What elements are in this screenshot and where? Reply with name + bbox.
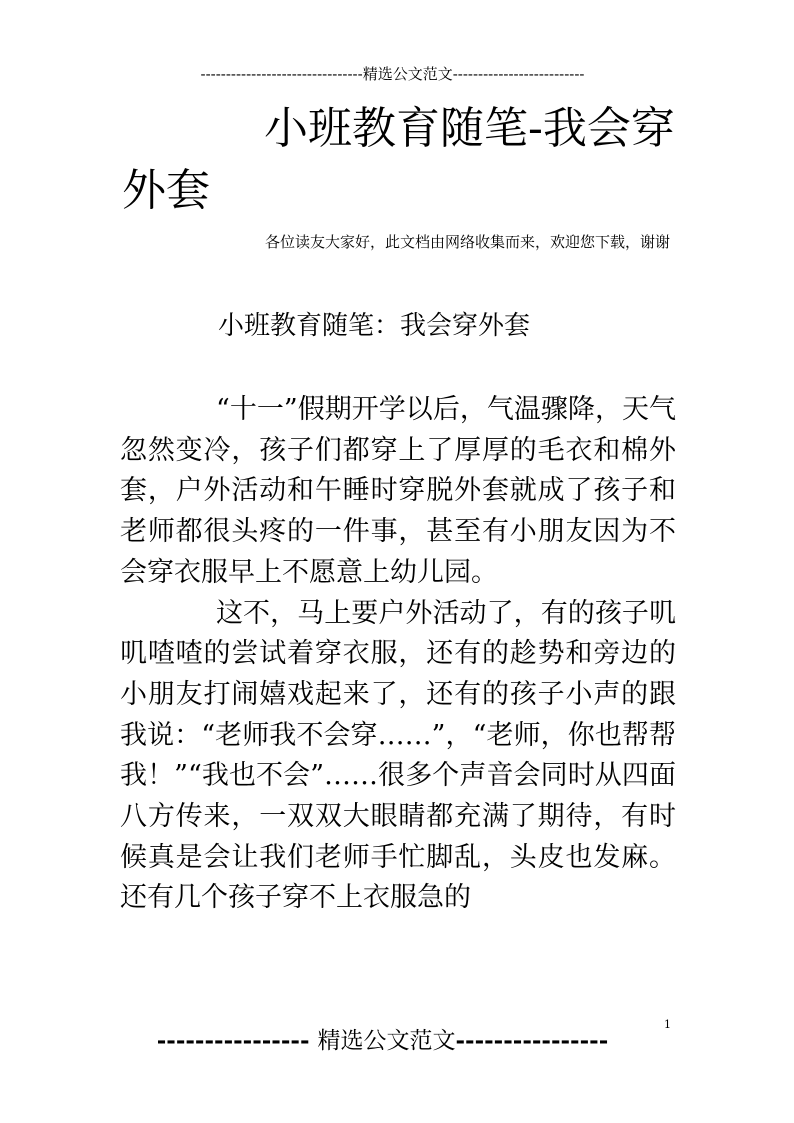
footer-right-dashes: ---------------- [455,1027,609,1054]
header-right-dashes: -------------------------- [452,65,585,83]
document-title-text: 小班教育随笔-我会穿外套 [122,103,675,216]
header-label: 精选公文范文 [362,65,453,83]
body-paragraph: “十一”假期开学以后，气温骤降，天气忽然变冷，孩子们都穿上了厚厚的毛衣和棉外套，户外活动和午睡时穿脱外套就成了孩子和老师都很头疼的一件事，甚至有小朋友因为不会穿衣服早上不愿意上幼儿园。 [120,394,676,588]
footer-label: 精选公文范文 [317,1028,456,1054]
page-header [120,62,665,86]
document-body [120,390,676,919]
page-footer [120,1024,645,1058]
document-title [122,98,682,222]
page-number: 1 [664,1018,671,1031]
footer-left-dashes: ---------------- [156,1027,310,1054]
intro-note: 各位读友大家好，此文档由网络收集而来，欢迎您下载，谢谢 [264,233,670,251]
document-subtitle: 小班教育随笔：我会穿外套 [218,311,531,341]
header-left-dashes: -------------------------------- [200,65,363,83]
body-paragraph: 这不，马上要户外活动了，有的孩子叽叽喳喳的尝试着穿衣服，还有的趁势和旁边的小朋友打闹嬉戏起来了，还有的孩子小声的跟我说：“老师我不会穿……”，“老师，你也帮帮我！”“我也不会”……很多个声音会同时从四面八方传来，一双双大眼睛都充满了期待，有时候真是会让我们老师手忙脚乱，头皮也发麻。还有几个孩子穿不上衣服急的 [120,597,676,914]
